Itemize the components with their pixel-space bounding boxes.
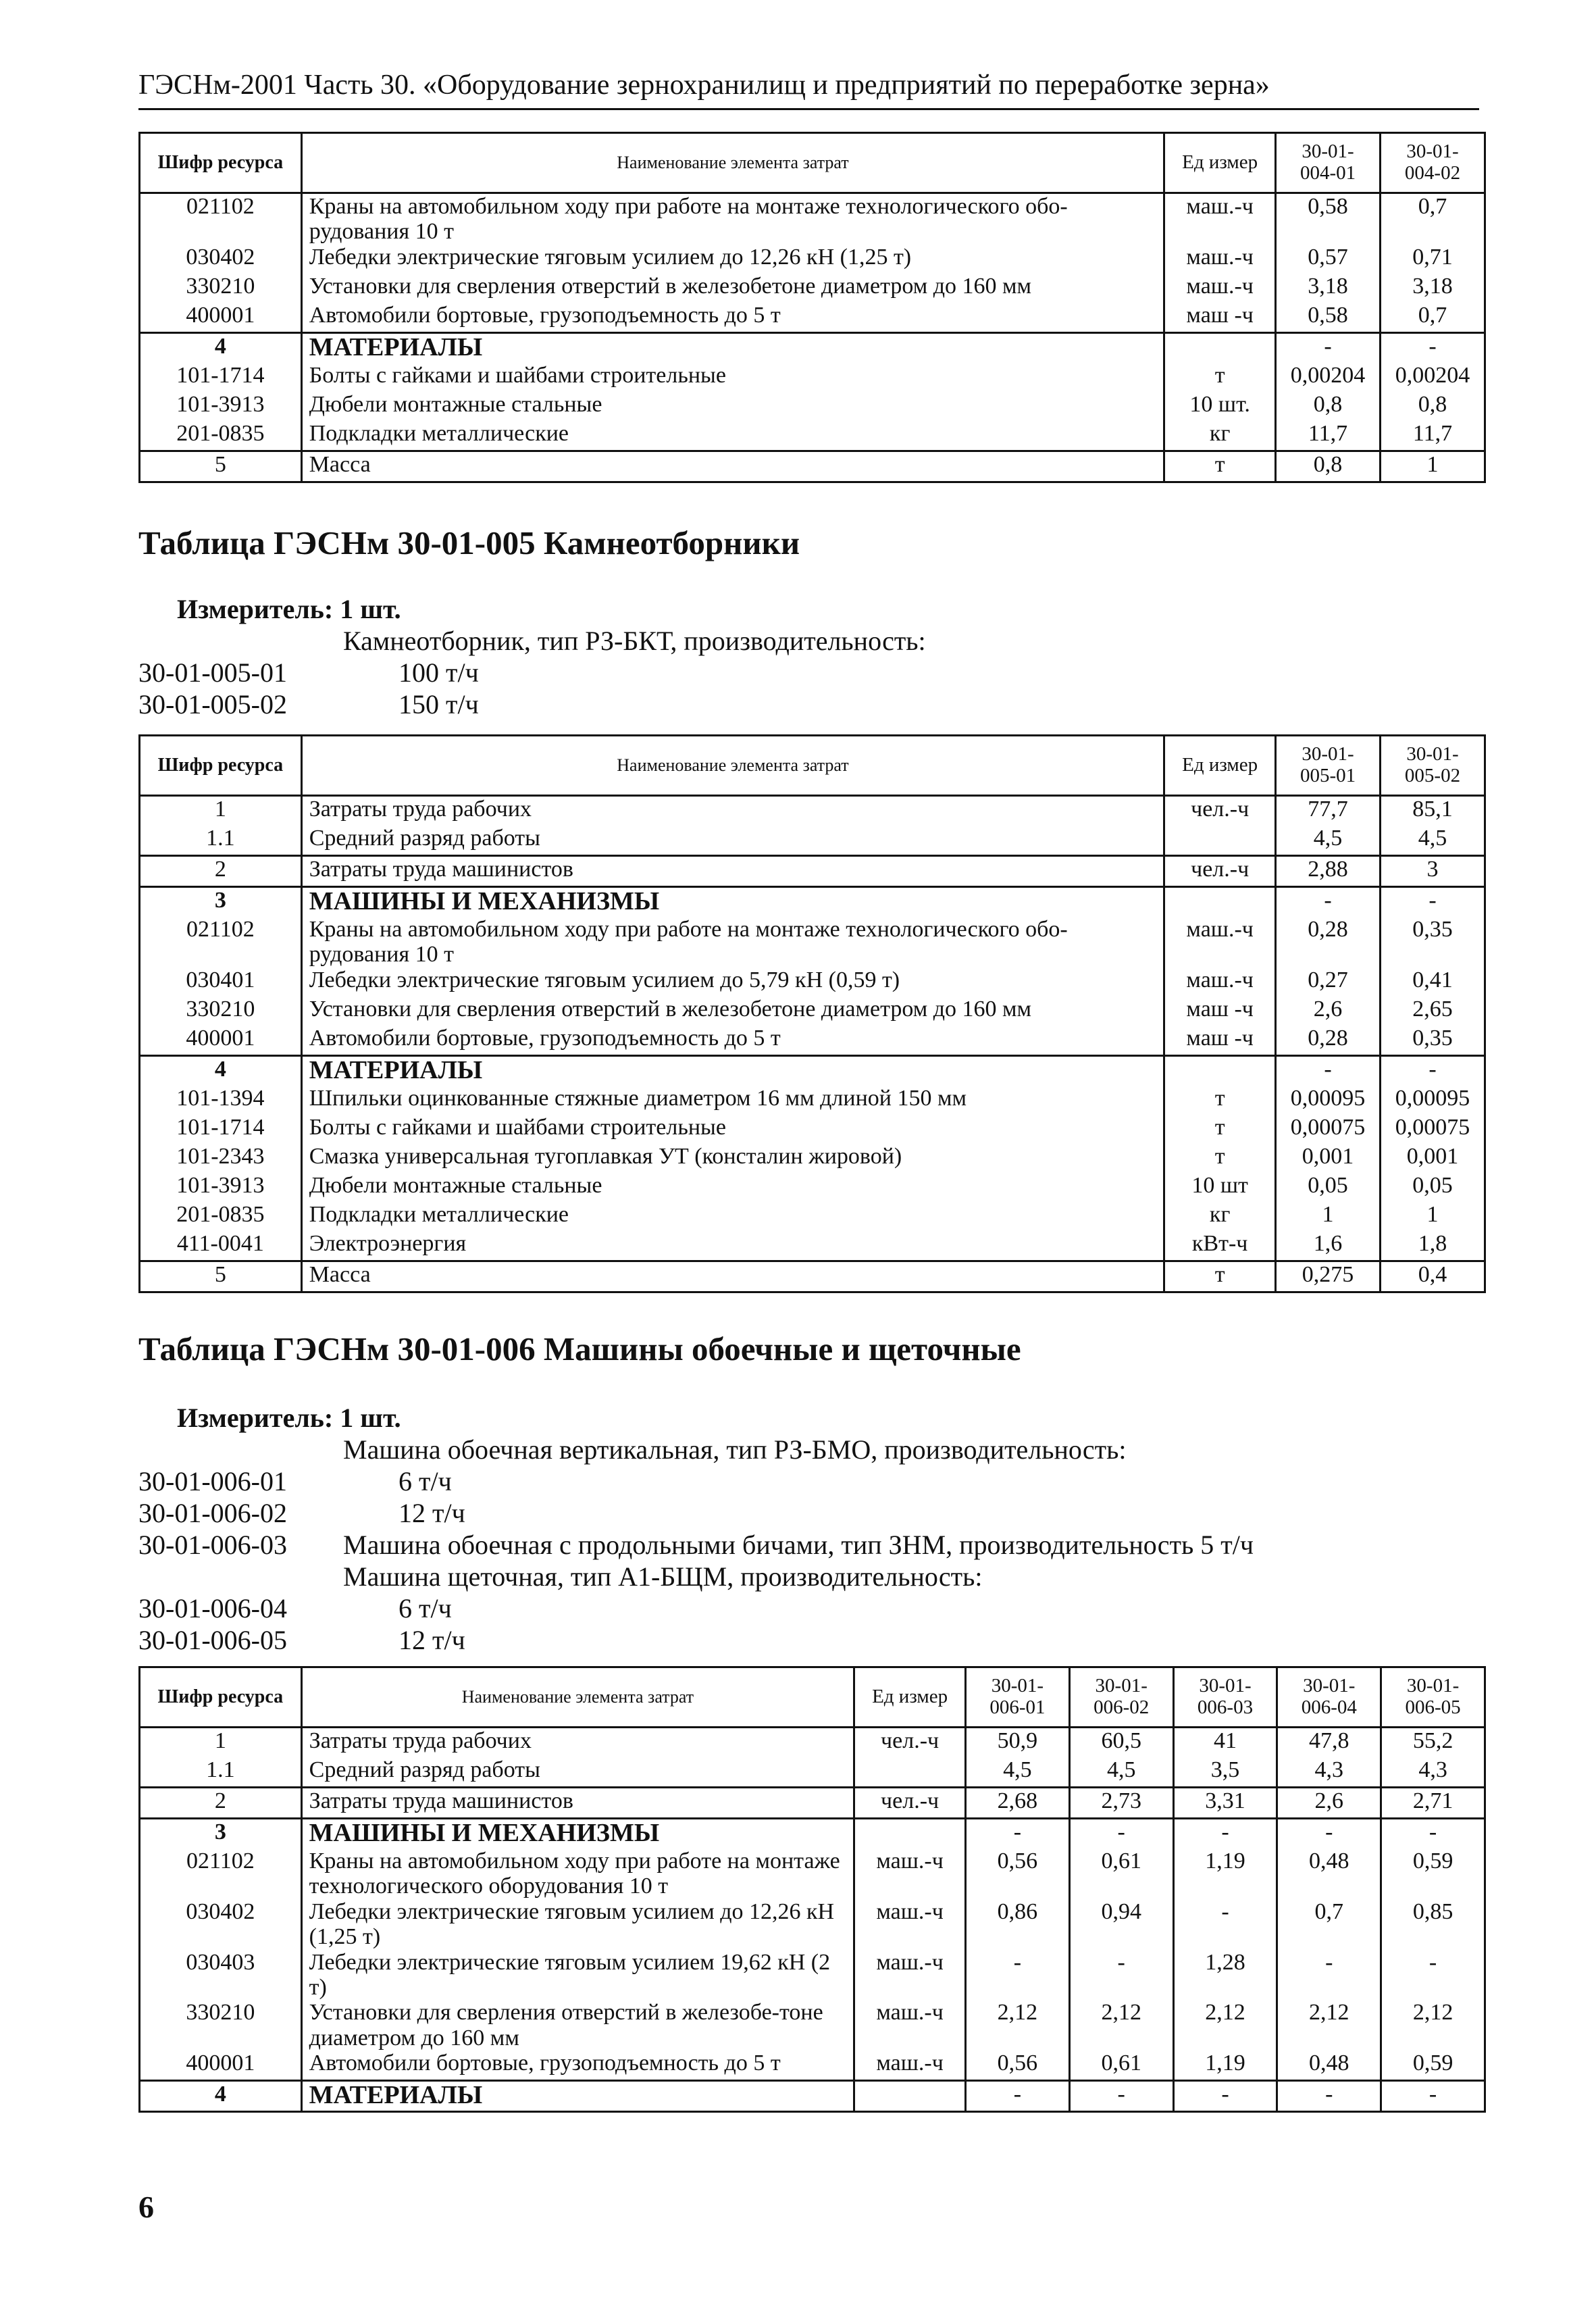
- value-cell: 0,86: [966, 1899, 1070, 1950]
- table-row: [140, 2000, 1485, 2051]
- value-cell: 0,56: [966, 1848, 1070, 1899]
- resource-code: 030402: [140, 1899, 302, 1950]
- unit-cell: т: [1164, 363, 1276, 392]
- unit-cell: маш.-ч: [854, 2000, 966, 2051]
- value-cell: 0,28: [1276, 1026, 1381, 1056]
- unit-cell: маш.-ч: [854, 1848, 966, 1899]
- value-cell: 0,00204: [1381, 363, 1485, 392]
- value-cell: 0,275: [1276, 1261, 1381, 1292]
- column-header-name: Наименование элемента затрат: [301, 736, 1164, 796]
- cost-element-name: Автомобили бортовые, грузоподъемность до 5 т: [301, 2051, 854, 2081]
- unit-cell: кг: [1164, 421, 1276, 451]
- value-cell: 50,9: [966, 1728, 1070, 1758]
- value-cell: 0,56: [966, 2051, 1070, 2081]
- value-cell: -: [1069, 2081, 1173, 2112]
- value-cell: -: [1069, 1819, 1173, 1849]
- position-code: 30-01-005-02: [138, 689, 287, 720]
- table-row: [140, 1173, 1485, 1202]
- table-row: [140, 1899, 1485, 1950]
- value-cell: 0,48: [1277, 2051, 1381, 2081]
- unit-cell: чел.-ч: [854, 1728, 966, 1758]
- column-header-rate: 30-01- 006-03: [1173, 1667, 1277, 1728]
- cost-element-name: МАТЕРИАЛЫ: [301, 2081, 854, 2112]
- value-cell: 1: [1276, 1202, 1381, 1231]
- value-cell: 0,61: [1069, 1848, 1173, 1899]
- value-cell: 47,8: [1277, 1728, 1381, 1758]
- value-cell: -: [1069, 1950, 1173, 2001]
- value-cell: 0,58: [1276, 303, 1381, 333]
- position-code: 30-01-005-01: [138, 657, 287, 688]
- column-header-rate: 30-01- 005-02: [1381, 736, 1485, 796]
- value-cell: 2,88: [1276, 856, 1381, 887]
- resource-code: 4: [140, 1055, 302, 1086]
- unit-cell: кВт-ч: [1164, 1231, 1276, 1261]
- value-cell: -: [1277, 1819, 1381, 1849]
- value-cell: -: [1381, 1819, 1485, 1849]
- value-cell: 0,94: [1069, 1899, 1173, 1950]
- value-cell: 0,00075: [1381, 1115, 1485, 1144]
- unit-cell: маш.-ч: [854, 1950, 966, 2001]
- unit-cell: маш.-ч: [1164, 917, 1276, 967]
- value-cell: 0,35: [1381, 1026, 1485, 1056]
- value-cell: 3,18: [1381, 274, 1485, 303]
- column-header-rate: 30-01- 005-01: [1276, 736, 1381, 796]
- unit-cell: маш.-ч: [1164, 245, 1276, 274]
- value-cell: 0,00095: [1276, 1086, 1381, 1115]
- value-cell: 0,57: [1276, 245, 1381, 274]
- value-cell: 2,65: [1381, 997, 1485, 1026]
- cost-element-name: Краны на автомобильном ходу при работе на монтаже технологического обо-рудования 10 т: [301, 917, 1164, 967]
- cost-element-name: Болты с гайками и шайбами строительные: [301, 1115, 1164, 1144]
- value-cell: 2,12: [1069, 2000, 1173, 2051]
- table-row: [140, 332, 1485, 363]
- value-cell: -: [966, 2081, 1070, 2112]
- table-row: [140, 917, 1485, 967]
- resource-code: 4: [140, 2081, 302, 2112]
- resource-code: 330210: [140, 997, 302, 1026]
- resource-code: 1.1: [140, 826, 302, 856]
- resource-code: 101-2343: [140, 1144, 302, 1173]
- resource-code: 101-1714: [140, 1115, 302, 1144]
- cost-element-name: Дюбели монтажные стальные: [301, 392, 1164, 421]
- table-row: [140, 274, 1485, 303]
- value-cell: 2,12: [1381, 2000, 1485, 2051]
- resource-code: 021102: [140, 193, 302, 245]
- unit-cell: 10 шт: [1164, 1173, 1276, 1202]
- page-number: 6: [138, 2190, 154, 2224]
- cost-element-name: МАТЕРИАЛЫ: [301, 1055, 1164, 1086]
- value-cell: 41: [1173, 1728, 1277, 1758]
- position-value: 6 т/ч: [398, 1466, 452, 1496]
- table-title-005: Таблица ГЭСНм 30-01-005 Камнеотборники: [138, 524, 800, 561]
- value-cell: 0,59: [1381, 1848, 1485, 1899]
- value-cell: 11,7: [1276, 421, 1381, 451]
- value-cell: 0,001: [1276, 1144, 1381, 1173]
- cost-element-name: МАШИНЫ И МЕХАНИЗМЫ: [301, 1819, 854, 1849]
- value-cell: 4,5: [1069, 1757, 1173, 1788]
- position-code: 30-01-006-01: [138, 1466, 287, 1496]
- position-value: 12 т/ч: [398, 1498, 465, 1528]
- unit-cell: маш.-ч: [1164, 967, 1276, 997]
- resource-code: 201-0835: [140, 1202, 302, 1231]
- table-row: [140, 1055, 1485, 1086]
- unit-cell: 10 шт.: [1164, 392, 1276, 421]
- value-cell: 0,00075: [1276, 1115, 1381, 1144]
- resource-code: 3: [140, 1819, 302, 1849]
- value-cell: -: [1277, 1950, 1381, 2001]
- value-cell: -: [966, 1950, 1070, 2001]
- table-row: [140, 2081, 1485, 2112]
- resource-code: 400001: [140, 303, 302, 333]
- value-cell: 2,6: [1276, 997, 1381, 1026]
- value-cell: 2,68: [966, 1788, 1070, 1819]
- resource-table-004: [138, 132, 1486, 483]
- value-cell: 1,28: [1173, 1950, 1277, 2001]
- table-row: [140, 1231, 1485, 1261]
- unit-cell: [1164, 887, 1276, 917]
- table-row: [140, 451, 1485, 482]
- value-cell: 0,05: [1381, 1173, 1485, 1202]
- cost-element-name: Средний разряд работы: [301, 1757, 854, 1788]
- resource-code: 330210: [140, 2000, 302, 2051]
- resource-code: 5: [140, 451, 302, 482]
- resource-code: 4: [140, 332, 302, 363]
- cost-element-name: Лебедки электрические тяговым усилием до 12,26 кН (1,25 т): [301, 245, 1164, 274]
- column-header-unit: Ед измер: [1164, 133, 1276, 193]
- resource-code: 2: [140, 856, 302, 887]
- table-row: [140, 1848, 1485, 1899]
- column-header-unit: Ед измер: [854, 1667, 966, 1728]
- value-cell: 0,7: [1381, 193, 1485, 245]
- resource-table-006: [138, 1666, 1486, 2113]
- column-header-code: Шифр ресурса: [140, 736, 302, 796]
- resource-code: 1: [140, 1728, 302, 1758]
- resource-code: 201-0835: [140, 421, 302, 451]
- column-header-code: Шифр ресурса: [140, 133, 302, 193]
- value-cell: -: [1381, 887, 1485, 917]
- measure-value: 1 шт.: [340, 1403, 401, 1433]
- cost-element-name: Затраты труда машинистов: [301, 1788, 854, 1819]
- cost-element-name: Установки для сверления отверстий в железобетоне диаметром до 160 мм: [301, 274, 1164, 303]
- cost-element-name: МАШИНЫ И МЕХАНИЗМЫ: [301, 887, 1164, 917]
- table-title-006: Таблица ГЭСНм 30-01-006 Машины обоечные и щеточные: [138, 1330, 1021, 1367]
- table-row: [140, 1202, 1485, 1231]
- cost-element-name: Установки для сверления отверстий в железобе-тоне диаметром до 160 мм: [301, 2000, 854, 2051]
- unit-cell: [1164, 1055, 1276, 1086]
- position-value: 12 т/ч: [398, 1625, 465, 1655]
- value-cell: 0,4: [1381, 1261, 1485, 1292]
- desc-005: Камнеотборник, тип РЗ-БКТ, производительность:: [343, 626, 926, 656]
- table-row: [140, 363, 1485, 392]
- value-cell: 0,8: [1276, 451, 1381, 482]
- value-cell: 1,6: [1276, 1231, 1381, 1261]
- unit-cell: [854, 1757, 966, 1788]
- value-cell: -: [1173, 2081, 1277, 2112]
- position-value: 6 т/ч: [398, 1593, 452, 1624]
- resource-code: 330210: [140, 274, 302, 303]
- value-cell: 3,5: [1173, 1757, 1277, 1788]
- value-cell: 3,18: [1276, 274, 1381, 303]
- unit-cell: т: [1164, 1144, 1276, 1173]
- value-cell: -: [1381, 2081, 1485, 2112]
- column-header-code: Шифр ресурса: [140, 1667, 302, 1728]
- cost-element-name: Электроэнергия: [301, 1231, 1164, 1261]
- resource-code: 3: [140, 887, 302, 917]
- value-cell: 2,6: [1277, 1788, 1381, 1819]
- table-row: [140, 967, 1485, 997]
- table-row: [140, 826, 1485, 856]
- cost-element-name: Лебедки электрические тяговым усилием 19,62 кН (2 т): [301, 1950, 854, 2001]
- value-cell: -: [1276, 1055, 1381, 1086]
- unit-cell: [1164, 332, 1276, 363]
- unit-cell: [854, 2081, 966, 2112]
- value-cell: -: [1381, 1950, 1485, 2001]
- value-cell: 0,7: [1277, 1899, 1381, 1950]
- cost-element-name: Автомобили бортовые, грузоподъемность до 5 т: [301, 1026, 1164, 1056]
- value-cell: 2,12: [966, 2000, 1070, 2051]
- position-value: 150 т/ч: [398, 689, 479, 720]
- value-cell: 55,2: [1381, 1728, 1485, 1758]
- position-code: 30-01-006-02: [138, 1498, 287, 1528]
- table-row: [140, 1026, 1485, 1056]
- value-cell: 0,8: [1381, 392, 1485, 421]
- table-row: [140, 1950, 1485, 2001]
- value-cell: 1: [1381, 1202, 1485, 1231]
- value-cell: 77,7: [1276, 796, 1381, 826]
- cost-element-name: МАТЕРИАЛЫ: [301, 332, 1164, 363]
- table-row: [140, 1728, 1485, 1758]
- column-header-name: Наименование элемента затрат: [301, 1667, 854, 1728]
- resource-table-005: [138, 734, 1486, 1293]
- value-cell: 0,05: [1276, 1173, 1381, 1202]
- unit-cell: маш -ч: [1164, 1026, 1276, 1056]
- value-cell: 85,1: [1381, 796, 1485, 826]
- value-cell: -: [1173, 1819, 1277, 1849]
- cost-element-name: Смазка универсальная тугоплавкая УТ (консталин жировой): [301, 1144, 1164, 1173]
- column-header-rate: 30-01- 006-05: [1381, 1667, 1485, 1728]
- value-cell: 4,5: [1381, 826, 1485, 856]
- table-row: [140, 1086, 1485, 1115]
- cost-element-name: Средний разряд работы: [301, 826, 1164, 856]
- value-cell: -: [966, 1819, 1070, 1849]
- position-value: 100 т/ч: [398, 657, 479, 688]
- unit-cell: чел.-ч: [854, 1788, 966, 1819]
- cost-element-name: Установки для сверления отверстий в железобетоне диаметром до 160 мм: [301, 997, 1164, 1026]
- position-description: Машина щеточная, тип А1-БЩМ, производительность:: [343, 1561, 983, 1592]
- cost-element-name: Краны на автомобильном ходу при работе на монтаже технологического оборудования 10 т: [301, 1848, 854, 1899]
- value-cell: 0,85: [1381, 1899, 1485, 1950]
- unit-cell: т: [1164, 451, 1276, 482]
- unit-cell: т: [1164, 1086, 1276, 1115]
- table-row: [140, 997, 1485, 1026]
- value-cell: 2,71: [1381, 1788, 1485, 1819]
- resource-code: 2: [140, 1788, 302, 1819]
- position-code: 30-01-006-05: [138, 1625, 287, 1655]
- position-description: Машина обоечная с продольными бичами, тип ЗНМ, производительность 5 т/ч: [343, 1530, 1254, 1560]
- unit-cell: маш.-ч: [1164, 274, 1276, 303]
- column-header-rate: 30-01- 004-02: [1381, 133, 1485, 193]
- resource-code: 5: [140, 1261, 302, 1292]
- position-code: 30-01-006-04: [138, 1593, 287, 1624]
- value-cell: 4,3: [1381, 1757, 1485, 1788]
- resource-code: 400001: [140, 1026, 302, 1056]
- cost-element-name: Дюбели монтажные стальные: [301, 1173, 1164, 1202]
- value-cell: 0,41: [1381, 967, 1485, 997]
- value-cell: 0,00095: [1381, 1086, 1485, 1115]
- resource-code: 1.1: [140, 1757, 302, 1788]
- resource-code: 1: [140, 796, 302, 826]
- value-cell: 60,5: [1069, 1728, 1173, 1758]
- unit-cell: маш.-ч: [1164, 193, 1276, 245]
- unit-cell: [1164, 826, 1276, 856]
- value-cell: 0,001: [1381, 1144, 1485, 1173]
- resource-code: 021102: [140, 1848, 302, 1899]
- table-row: [140, 303, 1485, 333]
- cost-element-name: Масса: [301, 1261, 1164, 1292]
- table-row: [140, 245, 1485, 274]
- column-header-unit: Ед измер: [1164, 736, 1276, 796]
- resource-code: 411-0041: [140, 1231, 302, 1261]
- table-row: [140, 856, 1485, 887]
- table-row: [140, 1261, 1485, 1292]
- resource-code: 101-1714: [140, 363, 302, 392]
- value-cell: 0,27: [1276, 967, 1381, 997]
- value-cell: -: [1276, 887, 1381, 917]
- value-cell: 0,28: [1276, 917, 1381, 967]
- resource-code: 101-1394: [140, 1086, 302, 1115]
- value-cell: 0,71: [1381, 245, 1485, 274]
- measure-005: [177, 593, 401, 625]
- measure-label: Измеритель:: [177, 1403, 334, 1433]
- column-header-rate: 30-01- 006-04: [1277, 1667, 1381, 1728]
- unit-cell: т: [1164, 1115, 1276, 1144]
- value-cell: 2,12: [1173, 2000, 1277, 2051]
- value-cell: 1,19: [1173, 1848, 1277, 1899]
- position-description: Машина обоечная вертикальная, тип РЗ-БМО, производительность:: [343, 1434, 1127, 1465]
- cost-element-name: Масса: [301, 451, 1164, 482]
- table-row: [140, 1788, 1485, 1819]
- value-cell: 4,3: [1277, 1757, 1381, 1788]
- table-row: [140, 887, 1485, 917]
- cost-element-name: Шпильки оцинкованные стяжные диаметром 16 мм длиной 150 мм: [301, 1086, 1164, 1115]
- value-cell: 0,61: [1069, 2051, 1173, 2081]
- table-row: [140, 796, 1485, 826]
- value-cell: 2,12: [1277, 2000, 1381, 2051]
- cost-element-name: Краны на автомобильном ходу при работе на монтаже технологического обо-рудования 10 т: [301, 193, 1164, 245]
- table-row: [140, 1144, 1485, 1173]
- cost-element-name: Затраты труда машинистов: [301, 856, 1164, 887]
- table-row: [140, 421, 1485, 451]
- value-cell: -: [1381, 332, 1485, 363]
- unit-cell: [854, 1819, 966, 1849]
- resource-code: 030402: [140, 245, 302, 274]
- table-row: [140, 2051, 1485, 2081]
- measure-006: [177, 1402, 401, 1434]
- column-header-rate: 30-01- 006-01: [966, 1667, 1070, 1728]
- cost-element-name: Болты с гайками и шайбами строительные: [301, 363, 1164, 392]
- value-cell: -: [1277, 2081, 1381, 2112]
- cost-element-name: Затраты труда рабочих: [301, 1728, 854, 1758]
- value-cell: 2,73: [1069, 1788, 1173, 1819]
- unit-cell: маш -ч: [1164, 997, 1276, 1026]
- value-cell: -: [1381, 1055, 1485, 1086]
- measure-value: 1 шт.: [340, 594, 401, 624]
- value-cell: -: [1276, 332, 1381, 363]
- value-cell: 1: [1381, 451, 1485, 482]
- resource-code: 101-3913: [140, 392, 302, 421]
- cost-element-name: Лебедки электрические тяговым усилием до 5,79 кН (0,59 т): [301, 967, 1164, 997]
- column-header-rate: 30-01- 004-01: [1276, 133, 1381, 193]
- value-cell: 0,58: [1276, 193, 1381, 245]
- value-cell: 0,59: [1381, 2051, 1485, 2081]
- table-row: [140, 1819, 1485, 1849]
- value-cell: 3,31: [1173, 1788, 1277, 1819]
- value-cell: -: [1173, 1899, 1277, 1950]
- value-cell: 0,48: [1277, 1848, 1381, 1899]
- cost-element-name: Затраты труда рабочих: [301, 796, 1164, 826]
- unit-cell: кг: [1164, 1202, 1276, 1231]
- table-row: [140, 193, 1485, 245]
- column-header-name: Наименование элемента затрат: [301, 133, 1164, 193]
- table-row: [140, 1757, 1485, 1788]
- cost-element-name: Лебедки электрические тяговым усилием до 12,26 кН (1,25 т): [301, 1899, 854, 1950]
- resource-code: 400001: [140, 2051, 302, 2081]
- value-cell: 4,5: [966, 1757, 1070, 1788]
- resource-code: 030403: [140, 1950, 302, 2001]
- unit-cell: т: [1164, 1261, 1276, 1292]
- value-cell: 11,7: [1381, 421, 1485, 451]
- value-cell: 4,5: [1276, 826, 1381, 856]
- column-header-rate: 30-01- 006-02: [1069, 1667, 1173, 1728]
- value-cell: 1,19: [1173, 2051, 1277, 2081]
- unit-cell: чел.-ч: [1164, 796, 1276, 826]
- position-code: 30-01-006-03: [138, 1530, 287, 1560]
- value-cell: 0,00204: [1276, 363, 1381, 392]
- running-header: ГЭСНм-2001 Часть 30. «Оборудование зернохранилищ и предприятий по переработке зерна»: [138, 69, 1479, 110]
- resource-code: 030401: [140, 967, 302, 997]
- cost-element-name: Автомобили бортовые, грузоподъемность до 5 т: [301, 303, 1164, 333]
- value-cell: 0,35: [1381, 917, 1485, 967]
- cost-element-name: Подкладки металлические: [301, 1202, 1164, 1231]
- unit-cell: маш -ч: [1164, 303, 1276, 333]
- unit-cell: маш.-ч: [854, 1899, 966, 1950]
- unit-cell: маш.-ч: [854, 2051, 966, 2081]
- unit-cell: чел.-ч: [1164, 856, 1276, 887]
- value-cell: 3: [1381, 856, 1485, 887]
- value-cell: 0,8: [1276, 392, 1381, 421]
- resource-code: 021102: [140, 917, 302, 967]
- value-cell: 1,8: [1381, 1231, 1485, 1261]
- resource-code: 101-3913: [140, 1173, 302, 1202]
- value-cell: 0,7: [1381, 303, 1485, 333]
- measure-label: Измеритель:: [177, 594, 334, 624]
- cost-element-name: Подкладки металлические: [301, 421, 1164, 451]
- table-row: [140, 1115, 1485, 1144]
- table-row: [140, 392, 1485, 421]
